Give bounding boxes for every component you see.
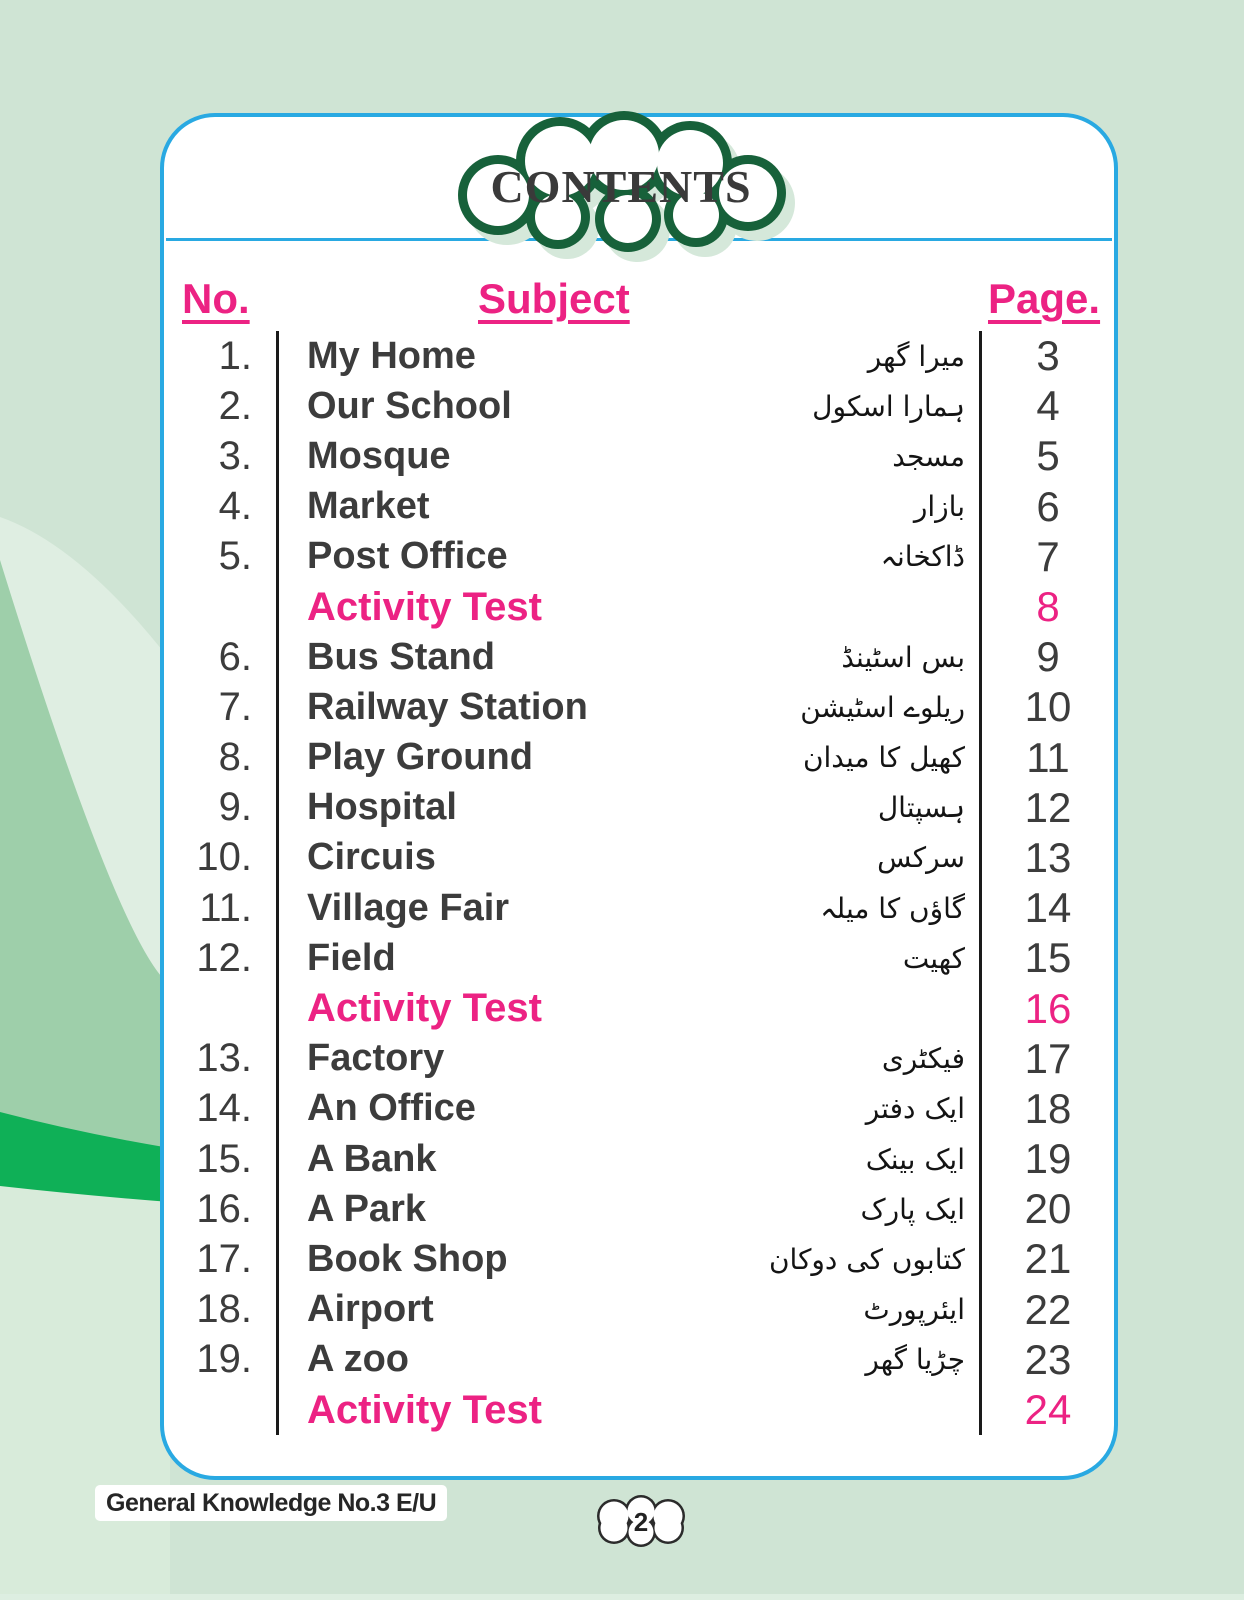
row-urdu-title: ایک دفتر: [865, 1092, 965, 1126]
row-no: 19.: [196, 1337, 252, 1382]
row-middle: [276, 682, 982, 732]
row-page: 9: [1036, 633, 1060, 681]
row-middle: [276, 1084, 982, 1134]
row-subject: Activity Test: [307, 584, 542, 629]
footer-page-number: 2: [633, 1507, 649, 1537]
table-row: [164, 733, 1114, 783]
row-middle: [276, 733, 982, 783]
row-urdu-title: ہسپتال: [877, 791, 965, 825]
row-urdu-title: مسجد: [892, 439, 965, 473]
column-header-page: Page.: [988, 275, 1101, 322]
row-page: 23: [1024, 1335, 1072, 1383]
table-row: [164, 381, 1114, 431]
row-urdu-title: کتابوں کی دوکان: [768, 1242, 965, 1276]
row-middle: [276, 1234, 982, 1284]
row-page: 14: [1024, 884, 1072, 932]
row-subject: Village Fair: [307, 886, 510, 929]
row-page: 18: [1024, 1084, 1072, 1132]
row-page: 21: [1024, 1235, 1072, 1283]
row-urdu-title: گاؤں کا میلہ: [820, 891, 965, 925]
row-middle: [276, 381, 982, 431]
row-subject: My Home: [307, 334, 476, 377]
row-page: 20: [1024, 1185, 1072, 1233]
table-row: [164, 1385, 1114, 1435]
row-page: 15: [1024, 934, 1072, 982]
table-row: [164, 1184, 1114, 1234]
row-page: 11: [1026, 733, 1070, 781]
row-middle: [276, 582, 982, 632]
row-no: 10.: [196, 835, 252, 880]
row-middle: [276, 431, 982, 481]
row-subject: Mosque: [307, 434, 451, 477]
row-subject: A Park: [307, 1187, 426, 1230]
table-row: [164, 682, 1114, 732]
table-row: [164, 431, 1114, 481]
row-page: 10: [1024, 683, 1072, 731]
row-no: 6.: [218, 634, 252, 679]
row-urdu-title: چڑیا گھر: [865, 1343, 965, 1377]
row-urdu-title: ایک پارک: [860, 1192, 965, 1226]
row-page: 8: [1036, 583, 1060, 631]
row-middle: [276, 1034, 982, 1084]
table-row: [164, 582, 1114, 632]
row-subject: Circuis: [307, 836, 436, 879]
row-urdu-title: میرا گھر: [867, 339, 965, 373]
row-page: 19: [1024, 1135, 1072, 1183]
row-urdu-title: ریلوے اسٹیشن: [800, 690, 965, 724]
row-page: 7: [1036, 532, 1060, 580]
row-subject: Activity Test: [307, 986, 542, 1031]
row-no: 1.: [218, 333, 252, 378]
row-urdu-title: بازار: [913, 490, 965, 524]
column-header-no: No.: [182, 275, 250, 322]
row-subject: Market: [307, 485, 430, 528]
row-no: 4.: [218, 484, 252, 529]
row-no: 5.: [218, 534, 252, 579]
row-subject: Play Ground: [307, 736, 533, 779]
row-subject: Bus Stand: [307, 635, 495, 678]
row-page: 24: [1024, 1386, 1072, 1434]
title-cloud: [432, 101, 804, 269]
row-urdu-title: ایئرپورٹ: [863, 1293, 965, 1327]
row-no: 3.: [218, 433, 252, 478]
table-row: [164, 1034, 1114, 1084]
row-middle: [276, 783, 982, 833]
row-no: 18.: [196, 1287, 252, 1332]
row-subject: Post Office: [307, 535, 508, 578]
row-subject: A Bank: [307, 1137, 437, 1180]
table-row: [164, 983, 1114, 1033]
row-subject: Field: [307, 936, 396, 979]
row-subject: Railway Station: [307, 685, 588, 728]
row-middle: [276, 933, 982, 983]
row-no: 11.: [199, 885, 252, 930]
row-no: 13.: [196, 1036, 252, 1081]
table-row: [164, 331, 1114, 381]
row-page: 4: [1036, 382, 1060, 430]
row-subject: An Office: [307, 1087, 476, 1130]
row-urdu-title: فیکٹری: [881, 1042, 965, 1076]
table-row: [164, 783, 1114, 833]
row-no: 14.: [196, 1086, 252, 1131]
row-urdu-title: ڈاکخانہ: [880, 540, 965, 574]
row-no: 15.: [196, 1136, 252, 1181]
row-page: 12: [1024, 783, 1072, 831]
row-page: 3: [1036, 332, 1060, 380]
row-middle: [276, 482, 982, 532]
table-row: [164, 1285, 1114, 1335]
row-page: 22: [1024, 1285, 1072, 1333]
table-row: [164, 1134, 1114, 1184]
row-middle: [276, 532, 982, 582]
row-no: 8.: [218, 735, 252, 780]
row-page: 16: [1024, 984, 1072, 1032]
table-row: [164, 1335, 1114, 1385]
row-subject: Hospital: [307, 786, 457, 829]
row-middle: [276, 1134, 982, 1184]
table-row: [164, 1234, 1114, 1284]
page-number-cloud: [591, 1493, 691, 1549]
row-urdu-title: ہمارا اسکول: [812, 389, 965, 423]
row-subject: Airport: [307, 1288, 434, 1331]
row-urdu-title: ایک بینک: [865, 1142, 965, 1176]
row-page: 5: [1036, 432, 1060, 480]
row-urdu-title: کھیت: [902, 941, 965, 975]
contents-card: [160, 113, 1118, 1480]
row-no: 16.: [196, 1186, 252, 1231]
row-middle: [276, 1184, 982, 1234]
table-row: [164, 883, 1114, 933]
row-no: 9.: [218, 785, 252, 830]
row-no: 2.: [218, 383, 252, 428]
row-middle: [276, 833, 982, 883]
row-middle: [276, 1385, 982, 1435]
row-no: 12.: [196, 935, 252, 980]
row-middle: [276, 331, 982, 381]
row-urdu-title: کھیل کا میدان: [802, 741, 965, 775]
table-row: [164, 632, 1114, 682]
row-urdu-title: سرکس: [877, 841, 965, 875]
row-page: 17: [1024, 1034, 1072, 1082]
table-row: [164, 1084, 1114, 1134]
bottom-edge-strip: [0, 1594, 1244, 1600]
table-row: [164, 482, 1114, 532]
table-row: [164, 833, 1114, 883]
row-no: 7.: [218, 684, 252, 729]
row-subject: A zoo: [307, 1338, 410, 1381]
row-page: 6: [1036, 482, 1060, 530]
table-row: [164, 933, 1114, 983]
row-middle: [276, 983, 982, 1033]
row-subject: Our School: [307, 384, 512, 427]
row-subject: Factory: [307, 1037, 445, 1080]
row-middle: [276, 1335, 982, 1385]
row-no: 17.: [196, 1236, 252, 1281]
row-urdu-title: بس اسٹینڈ: [841, 640, 965, 674]
row-middle: [276, 1285, 982, 1335]
row-page: 13: [1024, 833, 1072, 881]
column-header-subject: Subject: [478, 275, 630, 322]
row-middle: [276, 632, 982, 682]
table-row: [164, 532, 1114, 582]
contents-table-body: [164, 331, 1114, 1435]
row-subject: Book Shop: [307, 1237, 508, 1280]
row-middle: [276, 883, 982, 933]
page-title: CONTENTS: [490, 161, 752, 212]
row-subject: Activity Test: [307, 1387, 542, 1432]
footer-book-title: General Knowledge No.3 E/U: [95, 1485, 447, 1521]
